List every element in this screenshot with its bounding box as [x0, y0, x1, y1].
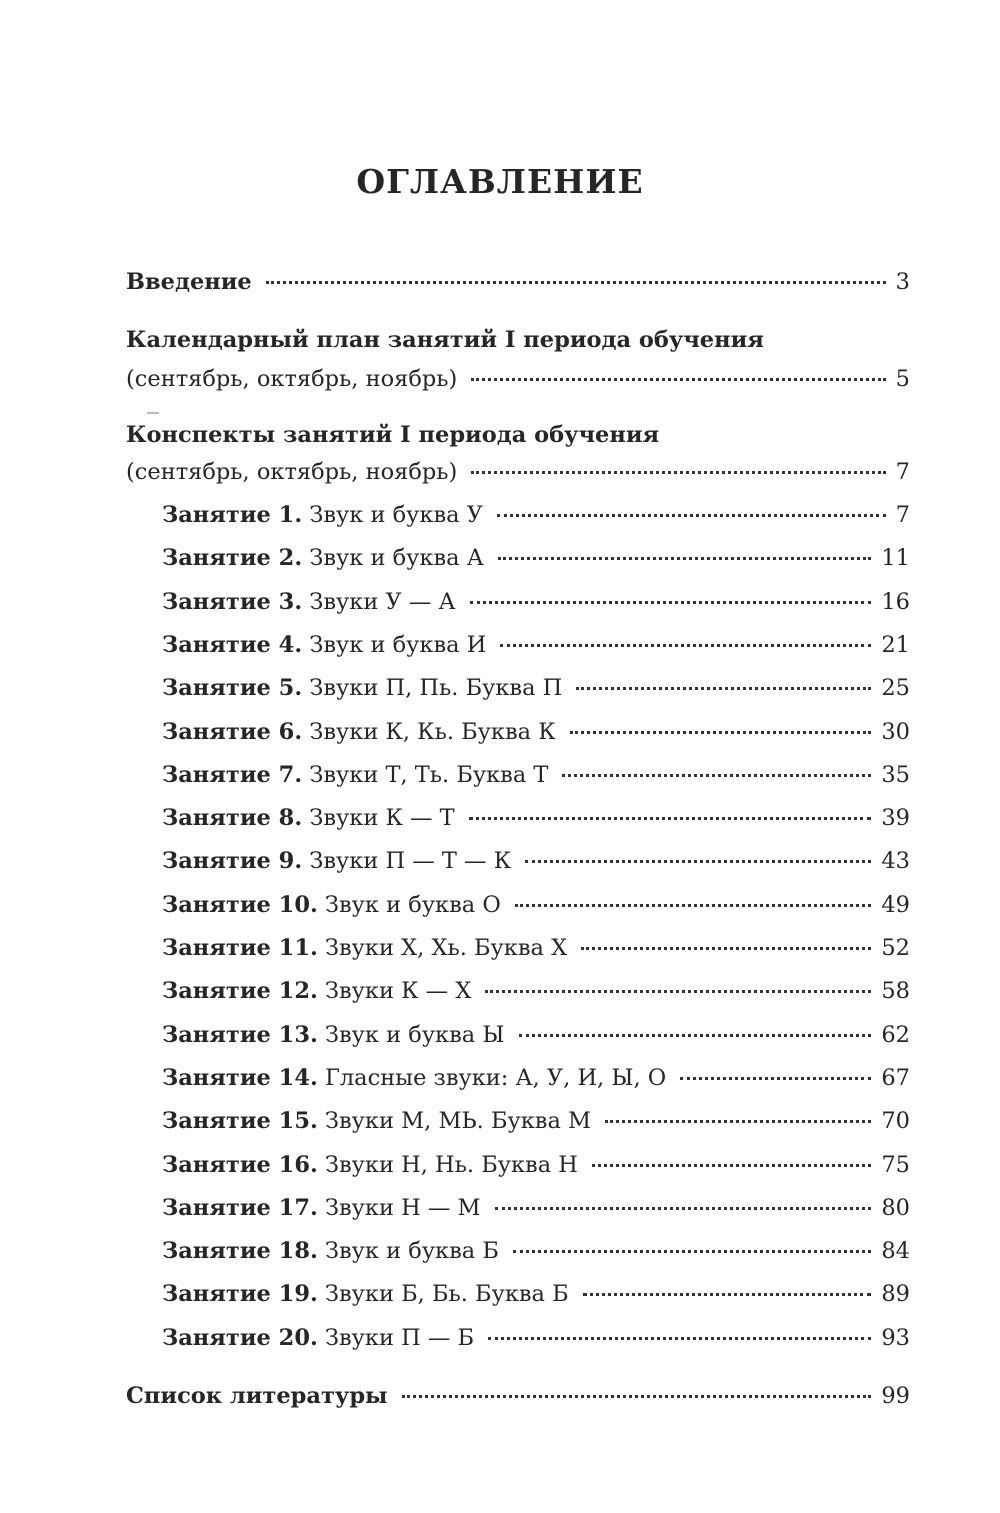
dot-leader — [470, 601, 872, 604]
page-number: 52 — [881, 935, 910, 961]
lesson-number: Занятие 8. — [162, 805, 303, 831]
dot-leader — [471, 378, 885, 381]
lesson-title — [162, 890, 501, 920]
page-number: 75 — [881, 1152, 910, 1178]
lesson-title — [162, 1063, 666, 1093]
toc-lesson-entry[interactable] — [162, 1106, 910, 1136]
dot-leader — [570, 731, 872, 734]
toc-lesson-entry[interactable] — [162, 1279, 910, 1309]
lesson-number: Занятие 18. — [162, 1238, 318, 1264]
page-number: 35 — [881, 762, 910, 788]
toc-lesson-entry[interactable] — [162, 673, 910, 703]
page-number: 99 — [881, 1383, 910, 1409]
page-number: 84 — [881, 1238, 910, 1264]
toc-lesson-entry[interactable] — [162, 1323, 910, 1353]
lesson-number: Занятие 15. — [162, 1108, 318, 1134]
dot-leader — [495, 1207, 872, 1210]
page-number: 80 — [881, 1195, 910, 1221]
lesson-title — [162, 543, 484, 573]
lesson-topic: Звуки К, Кь. Буква К — [309, 719, 556, 745]
lesson-topic: Гласные звуки: А, У, И, Ы, О — [324, 1065, 667, 1091]
page-number: 30 — [881, 719, 910, 745]
toc-lesson-entry[interactable] — [162, 1236, 910, 1266]
lesson-topic: Звуки П — Т — К — [309, 848, 512, 874]
lesson-topic: Звук и буква А — [309, 545, 484, 571]
toc-lesson-entry[interactable] — [162, 976, 910, 1006]
dot-leader — [581, 947, 871, 950]
lesson-topic: Звуки П — Б — [324, 1325, 475, 1351]
lesson-title — [162, 1236, 499, 1266]
lesson-topic: Звуки У — А — [309, 589, 456, 615]
lesson-number: Занятие 19. — [162, 1281, 318, 1307]
dot-leader — [562, 774, 871, 777]
page-number: 39 — [881, 805, 910, 831]
lesson-number: Занятие 20. — [162, 1325, 318, 1351]
dot-leader — [592, 1164, 871, 1167]
lesson-topic: Звуки Т, Ть. Буква Т — [309, 762, 549, 788]
lesson-number: Занятие 5. — [162, 675, 303, 701]
lesson-title — [162, 630, 486, 660]
dot-leader — [583, 1293, 872, 1296]
toc-entry-label: (сентябрь, октябрь, ноябрь) — [126, 366, 458, 392]
lesson-title — [162, 1150, 578, 1180]
page-number: 49 — [881, 892, 910, 918]
lesson-topic: Звуки Х, Хь. Буква Х — [324, 935, 568, 961]
dot-leader — [471, 471, 885, 474]
dot-leader — [513, 1250, 871, 1253]
page-number: 89 — [881, 1281, 910, 1307]
dot-leader — [605, 1120, 871, 1123]
page-number: 16 — [881, 589, 910, 615]
lesson-title — [162, 1323, 474, 1353]
lesson-title — [162, 1279, 569, 1309]
lesson-title — [162, 1020, 505, 1050]
toc-entry-label: (сентябрь, октябрь, ноябрь) — [126, 459, 458, 485]
toc-lesson-entry[interactable] — [162, 1193, 910, 1223]
dot-leader — [498, 557, 872, 560]
dot-leader — [576, 687, 871, 690]
toc-lesson-entry[interactable] — [162, 1020, 910, 1050]
toc-lesson-entry[interactable] — [162, 760, 910, 790]
lesson-topic: Звук и буква У — [309, 502, 483, 528]
lesson-number: Занятие 7. — [162, 762, 303, 788]
lesson-number: Занятие 3. — [162, 589, 303, 615]
lesson-topic: Звуки К — Т — [309, 805, 455, 831]
toc-lesson-entry[interactable] — [162, 1150, 910, 1180]
page-number: 70 — [881, 1108, 910, 1134]
lesson-number: Занятие 1. — [162, 502, 303, 528]
page-number: 5 — [895, 366, 910, 392]
lesson-number: Занятие 12. — [162, 978, 318, 1004]
dot-leader — [519, 1034, 872, 1037]
dot-leader — [500, 644, 871, 647]
lesson-topic: Звуки К — Х — [324, 978, 472, 1004]
page-number: 7 — [895, 502, 910, 528]
lesson-topic: Звуки Б, Бь. Буква Б — [324, 1281, 569, 1307]
page-title: ОГЛАВЛЕНИЕ — [356, 162, 644, 201]
lesson-number: Занятие 17. — [162, 1195, 318, 1221]
lesson-topic: Звуки Н, Нь. Буква Н — [324, 1152, 578, 1178]
scan-artifact — [147, 412, 159, 414]
toc-entry-literature[interactable] — [126, 1381, 910, 1411]
page-number: 93 — [881, 1325, 910, 1351]
toc-lesson-entry[interactable] — [162, 803, 910, 833]
page-number: 11 — [881, 545, 910, 571]
dot-leader — [485, 990, 871, 993]
dot-leader — [488, 1337, 871, 1340]
dot-leader — [497, 514, 886, 517]
toc-lesson-entry[interactable] — [162, 1063, 910, 1093]
dot-leader — [402, 1395, 872, 1398]
dot-leader — [515, 904, 872, 907]
lesson-topic: Звук и буква Ы — [324, 1022, 505, 1048]
lesson-topic: Звуки М, МЬ. Буква М — [324, 1108, 592, 1134]
dot-leader — [469, 817, 872, 820]
lesson-number: Занятие 11. — [162, 935, 318, 961]
lesson-title — [162, 760, 548, 790]
lesson-number: Занятие 2. — [162, 545, 303, 571]
toc-lesson-entry[interactable] — [162, 543, 910, 573]
lesson-number: Занятие 4. — [162, 632, 303, 658]
lesson-title — [162, 803, 455, 833]
lesson-title — [162, 673, 562, 703]
lesson-topic: Звук и буква И — [309, 632, 487, 658]
lesson-title — [162, 717, 556, 747]
toc-lesson-entry[interactable] — [162, 890, 910, 920]
lesson-title — [162, 1193, 481, 1223]
toc-lesson-entry[interactable] — [162, 630, 910, 660]
lesson-number: Занятие 6. — [162, 719, 303, 745]
page-number: 43 — [881, 848, 910, 874]
dot-leader — [525, 860, 871, 863]
lesson-topic: Звук и буква Б — [324, 1238, 499, 1264]
page-number: 62 — [881, 1022, 910, 1048]
page-number: 58 — [881, 978, 910, 1004]
lesson-number: Занятие 9. — [162, 848, 303, 874]
lesson-title — [162, 846, 511, 876]
toc-lesson-entry[interactable] — [162, 846, 910, 876]
dot-leader — [266, 281, 886, 284]
lesson-number: Занятие 14. — [162, 1065, 318, 1091]
toc-lesson-entry[interactable] — [162, 587, 910, 617]
lesson-topic: Звуки П, Пь. Буква П — [309, 675, 563, 701]
lesson-number: Занятие 10. — [162, 892, 318, 918]
toc-entry-label: Список литературы — [126, 1383, 388, 1409]
page-number: 67 — [881, 1065, 910, 1091]
lesson-title — [162, 500, 483, 530]
toc-heading-notes: Конспекты занятий I периода обучения — [126, 422, 660, 448]
lesson-title — [162, 933, 567, 963]
dot-leader — [680, 1077, 871, 1080]
lesson-number: Занятие 13. — [162, 1022, 318, 1048]
toc-entry-calendar[interactable] — [126, 364, 910, 394]
lesson-topic: Звук и буква О — [324, 892, 501, 918]
toc-lesson-entry[interactable] — [162, 500, 910, 530]
lesson-title — [162, 976, 471, 1006]
page-number: 21 — [881, 632, 910, 658]
toc-lesson-entry[interactable] — [162, 717, 910, 747]
lesson-topic: Звуки Н — М — [324, 1195, 481, 1221]
toc-entry-intro[interactable] — [126, 267, 910, 297]
toc-entry-label: Введение — [126, 269, 252, 295]
lesson-title — [162, 1106, 591, 1136]
page-number: 3 — [895, 269, 910, 295]
lesson-title — [162, 587, 456, 617]
page-number: 7 — [895, 459, 910, 485]
lesson-number: Занятие 16. — [162, 1152, 318, 1178]
toc-heading-calendar: Календарный план занятий I периода обучения — [126, 327, 764, 353]
page-number: 25 — [881, 675, 910, 701]
toc-entry-notes[interactable] — [126, 457, 910, 487]
toc-lesson-entry[interactable] — [162, 933, 910, 963]
